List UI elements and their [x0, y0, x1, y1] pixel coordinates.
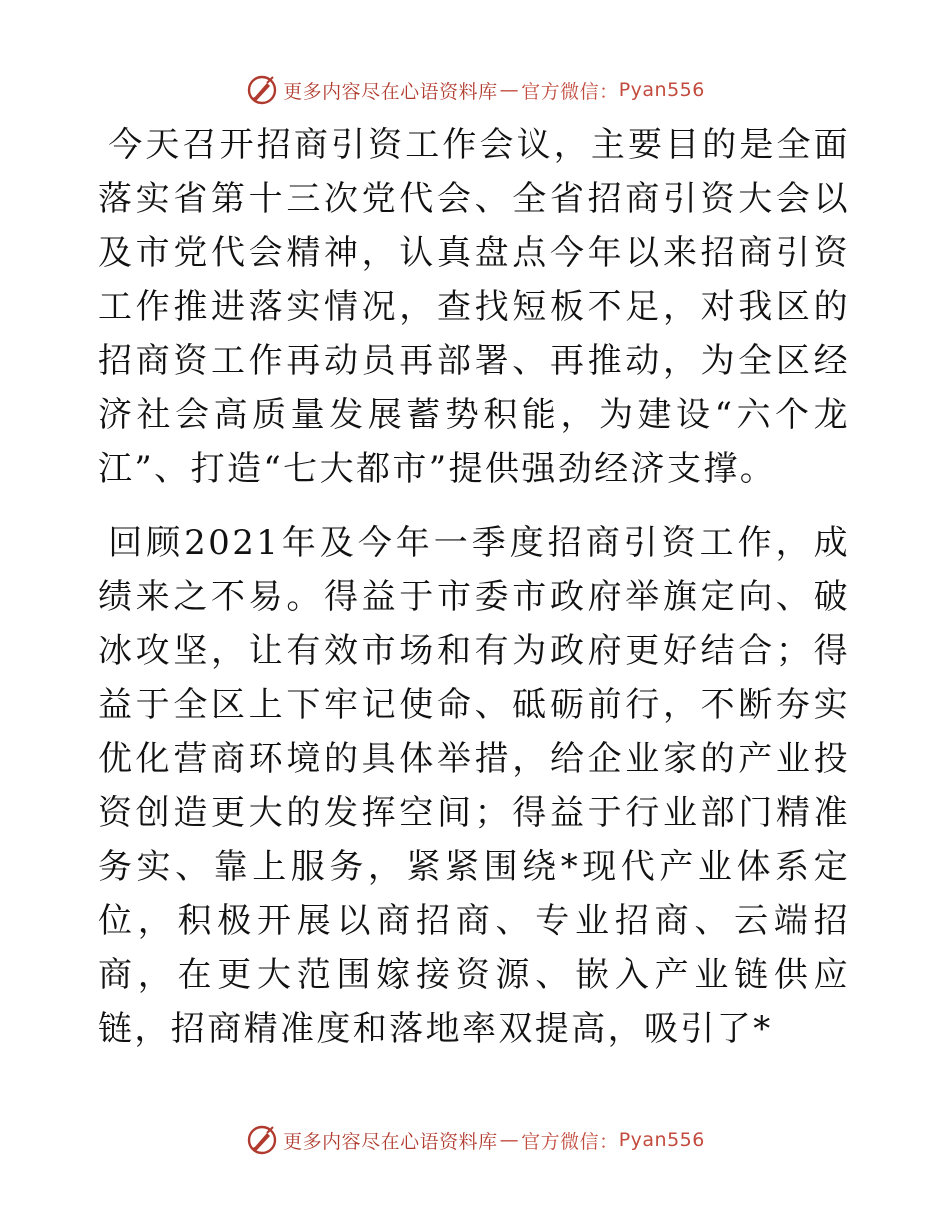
banner-separator: — [499, 79, 520, 101]
footer-watermark-banner [0, 1120, 950, 1160]
banner-wechat-id: Pyan556 [618, 79, 705, 101]
banner-site-text: 更多内容尽在心语资料库 [283, 1130, 498, 1153]
banner-separator: — [499, 1129, 520, 1151]
quill-logo-icon [245, 73, 279, 107]
document-body [98, 118, 850, 1076]
header-watermark-banner [0, 70, 950, 110]
banner-wechat-label: 官方微信： [521, 80, 619, 103]
banner-wechat-label: 官方微信： [521, 1130, 619, 1153]
banner-wechat-id: Pyan556 [618, 1129, 705, 1151]
paragraph-2: 回顾2021年及今年一季度招商引资工作，成绩来之不易。得益于市委市政府举旗定向、破冰攻坚，让有效市场和有为政府更好结合；得益于全区上下牢记使命、砥砺前行，不断夯实优化营商环境的具体举措，给企业家的产业投资创造更大的发挥空间；得益于行业部门精准务实、靠上服务，紧紧围绕*现代产业体系定位，积极开展以商招商、专业招商、云端招商，在更大范围嫁接资源、嵌入产业链供应链，招商精准度和落地率双提高，吸引了* [98, 523, 850, 1049]
paragraph-1: 今天召开招商引资工作会议，主要目的是全面落实省第十三次党代会、全省招商引资大会以及市党代会精神，认真盘点今年以来招商引资工作推进落实情况，查找短板不足，对我区的招商资工作再动员再部署、再推动，为全区经济社会高质量发展蓄势积能，为建设“六个龙江”、打造“七大都市”提供强劲经济支撑。 [98, 125, 850, 489]
quill-logo-icon [245, 1123, 279, 1157]
banner-site-text: 更多内容尽在心语资料库 [283, 80, 498, 103]
